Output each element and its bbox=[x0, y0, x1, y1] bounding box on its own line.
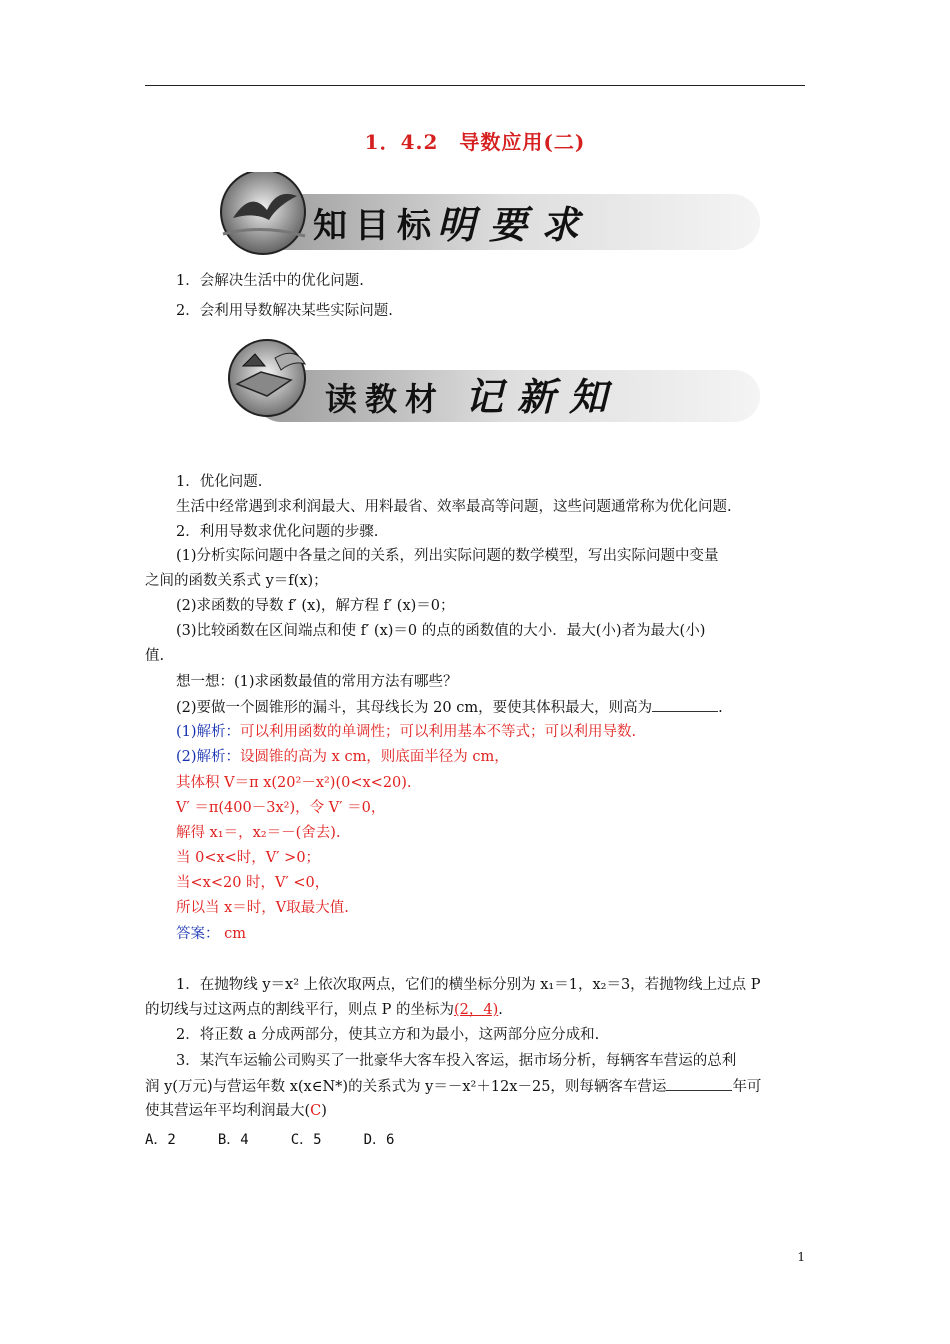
exercise-text: 年可 bbox=[732, 1079, 762, 1095]
exercise-line: 1．在抛物线 y＝x² 上依次取两点，它们的横坐标分别为 x₁＝1，x₂＝3，若抛物线上过点 P bbox=[176, 977, 761, 993]
think-question-text: (2)要做一个圆锥形的漏斗，其母线长为 20 cm，要使其体积最大，则高为 bbox=[176, 700, 653, 716]
exercise-text: ) bbox=[321, 1103, 327, 1119]
text-line: (1)分析实际问题中各量之间的关系，列出实际问题的数学模型，写出实际问题中变量 bbox=[176, 548, 719, 564]
banner-goals bbox=[215, 172, 765, 262]
think-question: 想一想：(1)求函数最值的常用方法有哪些？ bbox=[176, 674, 458, 690]
solution-text: 可以利用函数的单调性；可以利用基本不等式；可以利用导数. bbox=[240, 724, 637, 740]
exercise-answer: (2，4) bbox=[453, 1002, 499, 1018]
answer-text: cm bbox=[219, 926, 246, 942]
text-line: 之间的函数关系式 y＝f(x)； bbox=[145, 573, 328, 589]
banner-goals-text-a: 知目标 bbox=[313, 206, 439, 246]
exercise-line bbox=[145, 1101, 327, 1121]
answer-blank bbox=[652, 697, 718, 712]
exercise-line: 2．将正数 a 分成两部分，使其立方和为最小，这两部分应分成和. bbox=[176, 1027, 600, 1043]
solution-line bbox=[176, 747, 509, 767]
banner-knowledge-text-b: 记新知 bbox=[465, 374, 622, 419]
think-question-end: . bbox=[718, 700, 723, 716]
answer-label: 答案： bbox=[176, 926, 220, 942]
solution-line bbox=[176, 722, 636, 742]
exercise-line bbox=[145, 1000, 503, 1020]
exercise-line bbox=[145, 1076, 761, 1097]
solution-step: 所以当 x＝时，V取最大值. bbox=[176, 900, 349, 916]
page-title: 1．4.2 导数应用(二) bbox=[364, 130, 586, 154]
exercise-text: 的切线与过这两点的割线平行，则点 P 的坐标为 bbox=[145, 1002, 454, 1018]
exercise-end: . bbox=[498, 1002, 503, 1018]
exercise-options: A．2 B．4 C．5 D．6 bbox=[145, 1132, 395, 1148]
text-line: (3)比较函数在区间端点和使 f′ (x)＝0 的点的函数值的大小．最大(小)者为最大(小) bbox=[176, 623, 706, 639]
exercise-line: 3．某汽车运输公司购买了一批豪华大客车投入客运，据市场分析，每辆客车营运的总利 bbox=[176, 1053, 737, 1069]
banner-knowledge bbox=[215, 336, 765, 426]
solution-text: 设圆锥的高为 x cm，则底面半径为 cm， bbox=[240, 749, 509, 765]
text-line: 1．优化问题. bbox=[176, 474, 263, 490]
text-line: (2)求函数的导数 f′ (x)，解方程 f′ (x)＝0； bbox=[176, 598, 455, 614]
banner-goals-text-b: 明要求 bbox=[437, 202, 594, 247]
banner-knowledge-text-a: 读教材 bbox=[325, 380, 446, 418]
header-rule bbox=[145, 85, 805, 86]
text-line: 值. bbox=[145, 648, 165, 664]
answer-line bbox=[176, 924, 246, 944]
solution-step: 当<x<20 时，V′ <0， bbox=[176, 875, 330, 891]
exercise-text: 润 y(万元)与营运年数 x(x∈N*)的关系式为 y＝－x²＋12x－25，则每辆客车营运 bbox=[145, 1079, 667, 1095]
exercise-answer: C bbox=[310, 1103, 322, 1119]
goal-item: 1．会解决生活中的优化问题. bbox=[176, 273, 364, 289]
text-line: 2．利用导数求优化问题的步骤. bbox=[176, 524, 379, 540]
think-question bbox=[176, 697, 723, 718]
page-number: 1 bbox=[797, 1250, 805, 1264]
solution-step: 当 0<x<时，V′ >0； bbox=[176, 850, 321, 866]
goal-item: 2．会利用导数解决某些实际问题. bbox=[176, 303, 393, 319]
solution-label: (2)解析： bbox=[176, 749, 241, 765]
solution-label: (1)解析： bbox=[176, 724, 241, 740]
solution-step: V′ ＝π(400－3x²)，令 V′ ＝0， bbox=[176, 800, 386, 816]
exercise-text: 使其营运年平均利润最大( bbox=[145, 1103, 311, 1119]
text-line: 生活中经常遇到求利润最大、用料最省、效率最高等问题，这些问题通常称为优化问题. bbox=[176, 499, 732, 515]
solution-step: 解得 x₁＝，x₂＝－(舍去). bbox=[176, 825, 341, 841]
answer-blank bbox=[666, 1076, 732, 1091]
solution-step: 其体积 V＝π x(20²－x²)(0<x<20). bbox=[176, 775, 412, 791]
